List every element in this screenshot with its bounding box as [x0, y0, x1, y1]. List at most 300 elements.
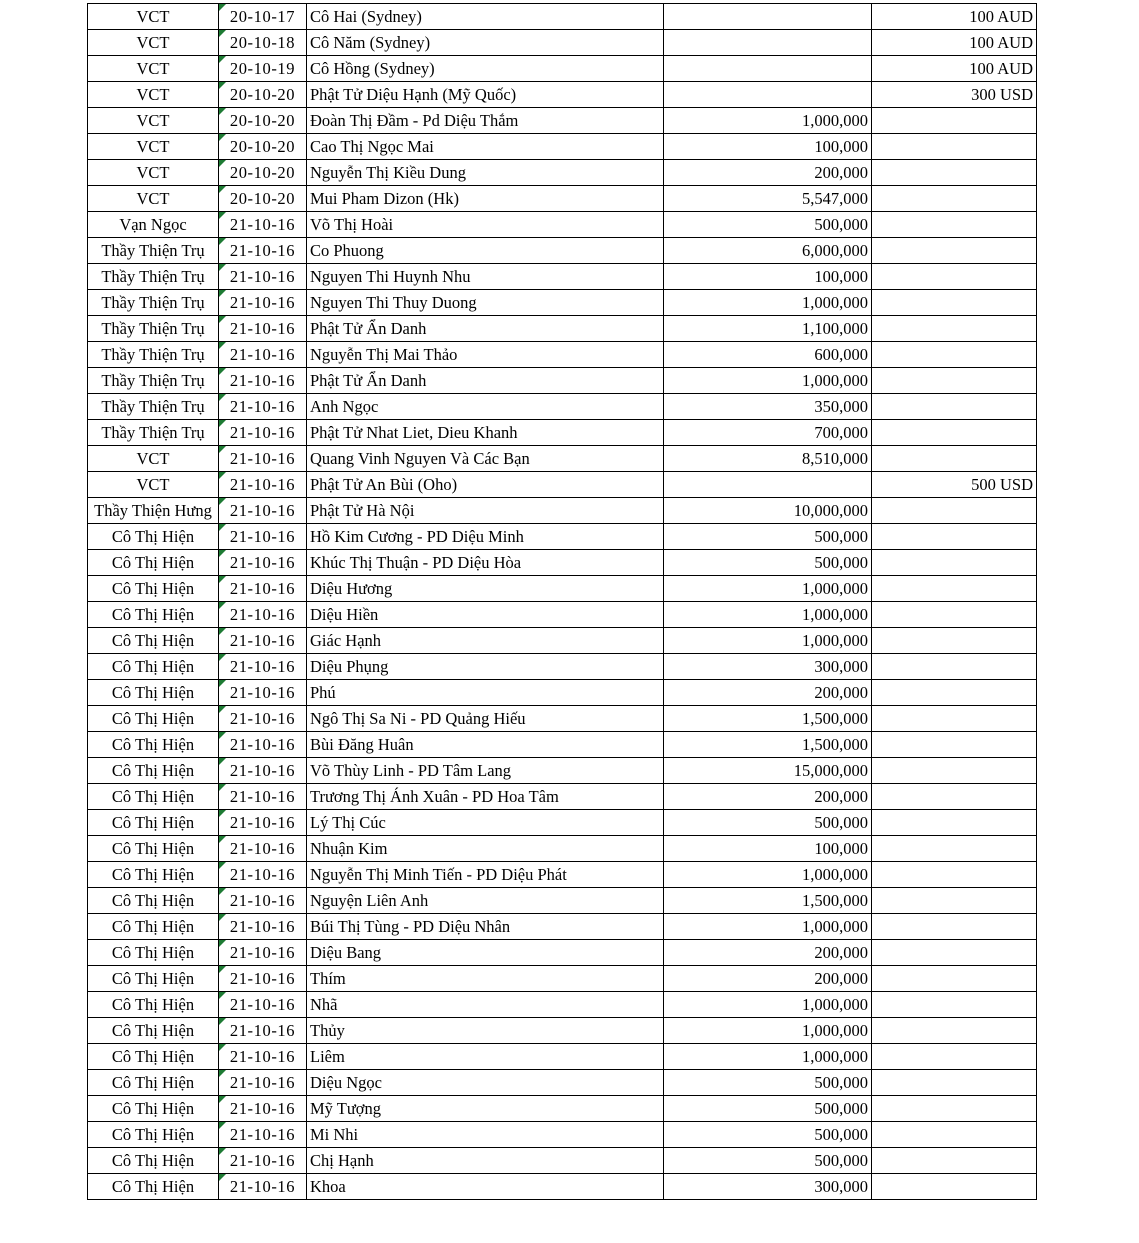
cell-amount-vnd[interactable]: 10,000,000 — [664, 498, 872, 524]
error-indicator-icon — [219, 914, 226, 921]
cell-collector[interactable]: Thầy Thiện Trụ — [88, 368, 219, 394]
cell-amount-foreign[interactable] — [872, 862, 1037, 888]
table-row — [88, 940, 1037, 966]
error-indicator-icon — [219, 1096, 226, 1103]
table-row — [88, 1096, 1037, 1122]
cell-collector[interactable]: Thầy Thiện Trụ — [88, 342, 219, 368]
cell-collector[interactable]: Thầy Thiện Hưng — [88, 498, 219, 524]
date-text: 21-10-16 — [229, 682, 296, 702]
cell-amount-vnd[interactable]: 200,000 — [664, 784, 872, 810]
cell-donor[interactable]: Diệu Phụng — [307, 654, 664, 680]
cell-amount-foreign[interactable] — [872, 212, 1037, 238]
cell-collector[interactable]: Cô Thị Hiện — [88, 680, 219, 706]
cell-date[interactable] — [219, 992, 307, 1018]
cell-amount-foreign[interactable] — [872, 940, 1037, 966]
cell-date[interactable] — [219, 888, 307, 914]
cell-date[interactable] — [219, 1148, 307, 1174]
cell-donor[interactable]: Anh Ngọc — [307, 394, 664, 420]
table-row — [88, 628, 1037, 654]
cell-amount-vnd[interactable]: 100,000 — [664, 836, 872, 862]
cell-amount-vnd[interactable] — [664, 82, 872, 108]
date-text: 21-10-16 — [229, 656, 296, 676]
cell-donor[interactable]: Thủy — [307, 1018, 664, 1044]
cell-collector[interactable]: Cô Thị Hiện — [88, 940, 219, 966]
cell-amount-vnd[interactable] — [664, 30, 872, 56]
cell-collector[interactable]: VCT — [88, 108, 219, 134]
cell-donor[interactable]: Diệu Hiền — [307, 602, 664, 628]
cell-amount-foreign[interactable] — [872, 134, 1037, 160]
cell-donor[interactable]: Võ Thị Hoài — [307, 212, 664, 238]
cell-amount-foreign[interactable] — [872, 576, 1037, 602]
cell-amount-foreign[interactable] — [872, 784, 1037, 810]
error-indicator-icon — [219, 1044, 226, 1051]
cell-amount-vnd[interactable]: 100,000 — [664, 264, 872, 290]
cell-donor[interactable]: Phật Tử An Bùi (Oho) — [307, 472, 664, 498]
cell-amount-vnd[interactable]: 6,000,000 — [664, 238, 872, 264]
date-text: 21-10-16 — [229, 1072, 296, 1092]
cell-donor[interactable]: Nguyện Liên Anh — [307, 888, 664, 914]
cell-date[interactable] — [219, 1174, 307, 1200]
cell-amount-foreign[interactable]: 300 USD — [872, 82, 1037, 108]
cell-amount-vnd[interactable]: 1,000,000 — [664, 576, 872, 602]
cell-date[interactable] — [219, 264, 307, 290]
date-text: 20-10-20 — [229, 84, 296, 104]
cell-date[interactable] — [219, 758, 307, 784]
error-indicator-icon — [219, 238, 226, 245]
cell-collector[interactable]: Cô Thị Hiện — [88, 758, 219, 784]
table-row — [88, 290, 1037, 316]
error-indicator-icon — [219, 30, 226, 37]
cell-donor[interactable]: Ngô Thị Sa Ni - PD Quảng Hiếu — [307, 706, 664, 732]
cell-amount-foreign[interactable] — [872, 758, 1037, 784]
cell-date[interactable] — [219, 4, 307, 30]
cell-date[interactable] — [219, 602, 307, 628]
error-indicator-icon — [219, 160, 226, 167]
error-indicator-icon — [219, 290, 226, 297]
date-text: 20-10-20 — [229, 110, 296, 130]
error-indicator-icon — [219, 212, 226, 219]
cell-amount-vnd[interactable]: 1,000,000 — [664, 290, 872, 316]
cell-amount-vnd[interactable]: 500,000 — [664, 1148, 872, 1174]
cell-amount-vnd[interactable]: 1,000,000 — [664, 108, 872, 134]
cell-amount-foreign[interactable] — [872, 1122, 1037, 1148]
table-row — [88, 550, 1037, 576]
table-row — [88, 888, 1037, 914]
cell-amount-vnd[interactable]: 5,547,000 — [664, 186, 872, 212]
cell-collector[interactable]: Cô Thị Hiện — [88, 524, 219, 550]
cell-amount-vnd[interactable]: 1,000,000 — [664, 602, 872, 628]
cell-date[interactable] — [219, 706, 307, 732]
cell-amount-vnd[interactable]: 500,000 — [664, 550, 872, 576]
cell-collector[interactable]: Cô Thị Hiện — [88, 628, 219, 654]
date-text: 21-10-16 — [229, 318, 296, 338]
cell-donor[interactable]: Mỹ Tượng — [307, 1096, 664, 1122]
cell-collector[interactable]: Thầy Thiện Trụ — [88, 420, 219, 446]
cell-amount-vnd[interactable]: 1,100,000 — [664, 316, 872, 342]
cell-amount-foreign[interactable] — [872, 1148, 1037, 1174]
cell-collector[interactable]: Cô Thị Hiện — [88, 1070, 219, 1096]
cell-date[interactable] — [219, 524, 307, 550]
table-row — [88, 186, 1037, 212]
cell-date[interactable] — [219, 628, 307, 654]
cell-collector[interactable]: Cô Thị Hiện — [88, 576, 219, 602]
table-row — [88, 264, 1037, 290]
cell-date[interactable] — [219, 914, 307, 940]
cell-donor[interactable]: Mui Pham Dizon (Hk) — [307, 186, 664, 212]
cell-amount-vnd[interactable]: 1,500,000 — [664, 732, 872, 758]
cell-amount-vnd[interactable] — [664, 56, 872, 82]
cell-amount-vnd[interactable]: 200,000 — [664, 940, 872, 966]
cell-donor[interactable]: Diệu Bang — [307, 940, 664, 966]
cell-date[interactable] — [219, 550, 307, 576]
cell-amount-foreign[interactable] — [872, 888, 1037, 914]
error-indicator-icon — [219, 1070, 226, 1077]
cell-donor[interactable]: Bùi Đăng Huân — [307, 732, 664, 758]
cell-amount-foreign[interactable] — [872, 628, 1037, 654]
error-indicator-icon — [219, 1018, 226, 1025]
error-indicator-icon — [219, 472, 226, 479]
cell-donor[interactable]: Khoa — [307, 1174, 664, 1200]
table-row — [88, 1018, 1037, 1044]
cell-amount-foreign[interactable] — [872, 186, 1037, 212]
table-row — [88, 1070, 1037, 1096]
cell-donor[interactable]: Nhã — [307, 992, 664, 1018]
cell-amount-foreign[interactable] — [872, 394, 1037, 420]
table-row — [88, 914, 1037, 940]
cell-collector[interactable]: Vạn Ngọc — [88, 212, 219, 238]
cell-amount-foreign[interactable] — [872, 264, 1037, 290]
cell-collector[interactable]: Cô Thị Hiện — [88, 784, 219, 810]
cell-amount-vnd[interactable]: 350,000 — [664, 394, 872, 420]
cell-donor[interactable]: Phật Tử Ẩn Danh — [307, 368, 664, 394]
cell-collector[interactable]: VCT — [88, 82, 219, 108]
cell-donor[interactable]: Lý Thị Cúc — [307, 810, 664, 836]
cell-collector[interactable]: Thầy Thiện Trụ — [88, 316, 219, 342]
error-indicator-icon — [219, 4, 226, 11]
cell-date[interactable] — [219, 82, 307, 108]
cell-amount-vnd[interactable]: 300,000 — [664, 1174, 872, 1200]
cell-amount-foreign[interactable] — [872, 290, 1037, 316]
date-text: 20-10-20 — [229, 136, 296, 156]
cell-date[interactable] — [219, 290, 307, 316]
cell-donor[interactable]: Nhuận Kim — [307, 836, 664, 862]
cell-collector[interactable]: Thầy Thiện Trụ — [88, 264, 219, 290]
cell-donor[interactable]: Nguyen Thi Thuy Duong — [307, 290, 664, 316]
cell-date[interactable] — [219, 680, 307, 706]
cell-donor[interactable]: Cô Hồng (Sydney) — [307, 56, 664, 82]
cell-amount-vnd[interactable]: 8,510,000 — [664, 446, 872, 472]
date-text: 21-10-16 — [229, 448, 296, 468]
error-indicator-icon — [219, 82, 226, 89]
cell-date[interactable] — [219, 212, 307, 238]
cell-date[interactable] — [219, 238, 307, 264]
cell-donor[interactable]: Phú — [307, 680, 664, 706]
cell-collector[interactable]: VCT — [88, 4, 219, 30]
cell-amount-vnd[interactable]: 1,000,000 — [664, 992, 872, 1018]
cell-amount-vnd[interactable]: 1,000,000 — [664, 1044, 872, 1070]
cell-collector[interactable]: VCT — [88, 134, 219, 160]
cell-amount-vnd[interactable]: 300,000 — [664, 654, 872, 680]
cell-collector[interactable]: VCT — [88, 472, 219, 498]
cell-donor[interactable]: Diệu Ngọc — [307, 1070, 664, 1096]
cell-amount-vnd[interactable]: 500,000 — [664, 1096, 872, 1122]
date-text: 20-10-20 — [229, 188, 296, 208]
cell-collector[interactable]: VCT — [88, 56, 219, 82]
cell-collector[interactable]: VCT — [88, 160, 219, 186]
date-text: 21-10-16 — [229, 526, 296, 546]
cell-donor[interactable]: Chị Hạnh — [307, 1148, 664, 1174]
cell-amount-foreign[interactable] — [872, 654, 1037, 680]
cell-amount-foreign[interactable] — [872, 680, 1037, 706]
cell-collector[interactable]: Cô Thị Hiện — [88, 836, 219, 862]
date-text: 21-10-16 — [229, 266, 296, 286]
error-indicator-icon — [219, 342, 226, 349]
cell-collector[interactable]: Cô Thị Hiện — [88, 1096, 219, 1122]
cell-date[interactable] — [219, 810, 307, 836]
cell-date[interactable] — [219, 342, 307, 368]
cell-amount-foreign[interactable] — [872, 238, 1037, 264]
cell-amount-foreign[interactable] — [872, 914, 1037, 940]
cell-date[interactable] — [219, 1122, 307, 1148]
cell-amount-vnd[interactable] — [664, 472, 872, 498]
date-text: 21-10-16 — [229, 1020, 296, 1040]
table-row — [88, 498, 1037, 524]
cell-amount-vnd[interactable]: 1,000,000 — [664, 914, 872, 940]
cell-donor[interactable]: Phật Tử Hà Nội — [307, 498, 664, 524]
cell-amount-vnd[interactable]: 1,000,000 — [664, 862, 872, 888]
cell-amount-foreign[interactable]: 500 USD — [872, 472, 1037, 498]
table-row — [88, 1174, 1037, 1200]
cell-date[interactable] — [219, 394, 307, 420]
cell-date[interactable] — [219, 472, 307, 498]
cell-collector[interactable]: Cô Thị Hiện — [88, 654, 219, 680]
cell-donor[interactable]: Nguyễn Thị Kiều Dung — [307, 160, 664, 186]
cell-donor[interactable]: Phật Tử Nhat Liet, Dieu Khanh — [307, 420, 664, 446]
cell-date[interactable] — [219, 56, 307, 82]
cell-donor[interactable]: Phật Tử Ẩn Danh — [307, 316, 664, 342]
cell-amount-vnd[interactable]: 1,000,000 — [664, 628, 872, 654]
cell-donor[interactable]: Hồ Kim Cương - PD Diệu Minh — [307, 524, 664, 550]
date-text: 20-10-20 — [229, 162, 296, 182]
cell-amount-foreign[interactable] — [872, 368, 1037, 394]
cell-donor[interactable]: Quang Vinh Nguyen Và Các Bạn — [307, 446, 664, 472]
cell-collector[interactable]: Cô Thị Hiện — [88, 888, 219, 914]
cell-donor[interactable]: Co Phuong — [307, 238, 664, 264]
cell-donor[interactable]: Diệu Hương — [307, 576, 664, 602]
cell-amount-foreign[interactable] — [872, 550, 1037, 576]
table-row — [88, 810, 1037, 836]
date-text: 21-10-16 — [229, 708, 296, 728]
cell-date[interactable] — [219, 446, 307, 472]
cell-donor[interactable]: Nguyen Thi Huynh Nhu — [307, 264, 664, 290]
date-text: 21-10-16 — [229, 604, 296, 624]
cell-date[interactable] — [219, 1044, 307, 1070]
cell-amount-foreign[interactable]: 100 AUD — [872, 4, 1037, 30]
cell-date[interactable] — [219, 862, 307, 888]
cell-donor[interactable]: Cô Năm (Sydney) — [307, 30, 664, 56]
cell-date[interactable] — [219, 836, 307, 862]
cell-amount-foreign[interactable] — [872, 602, 1037, 628]
table-row — [88, 732, 1037, 758]
cell-collector[interactable]: Thầy Thiện Trụ — [88, 394, 219, 420]
cell-date[interactable] — [219, 316, 307, 342]
cell-collector[interactable]: VCT — [88, 446, 219, 472]
table-row — [88, 680, 1037, 706]
cell-amount-vnd[interactable]: 500,000 — [664, 1122, 872, 1148]
error-indicator-icon — [219, 524, 226, 531]
cell-date[interactable] — [219, 368, 307, 394]
cell-donor[interactable]: Nguyễn Thị Mai Thảo — [307, 342, 664, 368]
cell-date[interactable] — [219, 654, 307, 680]
cell-collector[interactable]: Thầy Thiện Trụ — [88, 238, 219, 264]
date-text: 21-10-16 — [229, 812, 296, 832]
cell-amount-vnd[interactable]: 1,500,000 — [664, 706, 872, 732]
cell-donor[interactable]: Mi Nhi — [307, 1122, 664, 1148]
error-indicator-icon — [219, 1148, 226, 1155]
cell-date[interactable] — [219, 784, 307, 810]
cell-collector[interactable]: Cô Thị Hiện — [88, 966, 219, 992]
error-indicator-icon — [219, 134, 226, 141]
cell-date[interactable] — [219, 186, 307, 212]
error-indicator-icon — [219, 758, 226, 765]
cell-collector[interactable]: Cô Thị Hiện — [88, 732, 219, 758]
cell-amount-foreign[interactable] — [872, 498, 1037, 524]
cell-donor[interactable]: Khúc Thị Thuận - PD Diệu Hòa — [307, 550, 664, 576]
cell-donor[interactable]: Giác Hạnh — [307, 628, 664, 654]
cell-amount-vnd[interactable]: 15,000,000 — [664, 758, 872, 784]
cell-amount-vnd[interactable]: 600,000 — [664, 342, 872, 368]
table-row — [88, 576, 1037, 602]
cell-date[interactable] — [219, 732, 307, 758]
cell-amount-vnd[interactable]: 700,000 — [664, 420, 872, 446]
cell-amount-foreign[interactable] — [872, 1018, 1037, 1044]
cell-donor[interactable]: Đoàn Thị Đầm - Pd Diệu Thắm — [307, 108, 664, 134]
date-text: 21-10-16 — [229, 1176, 296, 1196]
table-row — [88, 342, 1037, 368]
cell-date[interactable] — [219, 134, 307, 160]
date-text: 21-10-16 — [229, 734, 296, 754]
date-text: 21-10-16 — [229, 396, 296, 416]
cell-date[interactable] — [219, 1018, 307, 1044]
date-text: 21-10-16 — [229, 344, 296, 364]
cell-collector[interactable]: Cô Thị Hiện — [88, 1122, 219, 1148]
cell-amount-foreign[interactable] — [872, 420, 1037, 446]
error-indicator-icon — [219, 732, 226, 739]
cell-collector[interactable]: Cô Thị Hiện — [88, 862, 219, 888]
cell-donor[interactable]: Liêm — [307, 1044, 664, 1070]
cell-date[interactable] — [219, 108, 307, 134]
cell-amount-vnd[interactable]: 200,000 — [664, 160, 872, 186]
error-indicator-icon — [219, 810, 226, 817]
cell-amount-foreign[interactable] — [872, 446, 1037, 472]
date-text: 21-10-16 — [229, 552, 296, 572]
error-indicator-icon — [219, 836, 226, 843]
cell-collector[interactable]: Thầy Thiện Trụ — [88, 290, 219, 316]
error-indicator-icon — [219, 784, 226, 791]
cell-collector[interactable]: Cô Thị Hiện — [88, 1148, 219, 1174]
cell-amount-vnd[interactable]: 500,000 — [664, 212, 872, 238]
cell-amount-vnd[interactable]: 100,000 — [664, 134, 872, 160]
cell-amount-foreign[interactable] — [872, 1070, 1037, 1096]
cell-date[interactable] — [219, 160, 307, 186]
cell-amount-foreign[interactable] — [872, 992, 1037, 1018]
cell-collector[interactable]: Cô Thị Hiện — [88, 1044, 219, 1070]
cell-amount-foreign[interactable]: 100 AUD — [872, 56, 1037, 82]
table-row — [88, 654, 1037, 680]
cell-collector[interactable]: Cô Thị Hiện — [88, 1018, 219, 1044]
cell-date[interactable] — [219, 1096, 307, 1122]
cell-amount-vnd[interactable]: 200,000 — [664, 966, 872, 992]
cell-collector[interactable]: Cô Thị Hiện — [88, 810, 219, 836]
cell-date[interactable] — [219, 576, 307, 602]
cell-amount-vnd[interactable]: 200,000 — [664, 680, 872, 706]
table-row — [88, 602, 1037, 628]
cell-collector[interactable]: Cô Thị Hiện — [88, 706, 219, 732]
cell-amount-vnd[interactable]: 1,500,000 — [664, 888, 872, 914]
cell-amount-foreign[interactable] — [872, 316, 1037, 342]
cell-amount-foreign[interactable] — [872, 1044, 1037, 1070]
cell-collector[interactable]: VCT — [88, 30, 219, 56]
cell-amount-foreign[interactable] — [872, 342, 1037, 368]
cell-amount-foreign[interactable] — [872, 1096, 1037, 1122]
cell-amount-foreign[interactable] — [872, 966, 1037, 992]
cell-date[interactable] — [219, 498, 307, 524]
cell-date[interactable] — [219, 420, 307, 446]
cell-donor[interactable]: Búi Thị Tùng - PD Diệu Nhân — [307, 914, 664, 940]
cell-donor[interactable]: Phật Tử Diệu Hạnh (Mỹ Quốc) — [307, 82, 664, 108]
cell-amount-foreign[interactable]: 100 AUD — [872, 30, 1037, 56]
date-text: 21-10-16 — [229, 838, 296, 858]
cell-amount-foreign[interactable] — [872, 1174, 1037, 1200]
cell-collector[interactable]: Cô Thị Hiện — [88, 914, 219, 940]
error-indicator-icon — [219, 1174, 226, 1181]
cell-amount-vnd[interactable]: 500,000 — [664, 810, 872, 836]
cell-date[interactable] — [219, 1070, 307, 1096]
cell-donor[interactable]: Thím — [307, 966, 664, 992]
cell-collector[interactable]: Cô Thị Hiện — [88, 992, 219, 1018]
cell-amount-foreign[interactable] — [872, 160, 1037, 186]
cell-amount-foreign[interactable] — [872, 706, 1037, 732]
cell-amount-vnd[interactable]: 500,000 — [664, 524, 872, 550]
cell-donor[interactable]: Cô Hai (Sydney) — [307, 4, 664, 30]
cell-amount-foreign[interactable] — [872, 836, 1037, 862]
cell-collector[interactable]: Cô Thị Hiện — [88, 1174, 219, 1200]
cell-date[interactable] — [219, 940, 307, 966]
cell-amount-foreign[interactable] — [872, 108, 1037, 134]
cell-amount-foreign[interactable] — [872, 524, 1037, 550]
cell-amount-vnd[interactable] — [664, 4, 872, 30]
cell-amount-foreign[interactable] — [872, 810, 1037, 836]
cell-collector[interactable]: Cô Thị Hiện — [88, 550, 219, 576]
cell-donor[interactable]: Cao Thị Ngọc Mai — [307, 134, 664, 160]
cell-collector[interactable]: VCT — [88, 186, 219, 212]
cell-collector[interactable]: Cô Thị Hiện — [88, 602, 219, 628]
error-indicator-icon — [219, 576, 226, 583]
error-indicator-icon — [219, 264, 226, 271]
table-row — [88, 966, 1037, 992]
cell-donor[interactable]: Võ Thùy Linh - PD Tâm Lang — [307, 758, 664, 784]
donations-table — [87, 3, 1037, 1200]
cell-amount-vnd[interactable]: 1,000,000 — [664, 368, 872, 394]
cell-date[interactable] — [219, 30, 307, 56]
cell-donor[interactable]: Nguyễn Thị Minh Tiến - PD Diệu Phát — [307, 862, 664, 888]
cell-amount-vnd[interactable]: 1,000,000 — [664, 1018, 872, 1044]
cell-amount-foreign[interactable] — [872, 732, 1037, 758]
cell-donor[interactable]: Trương Thị Ánh Xuân - PD Hoa Tâm — [307, 784, 664, 810]
cell-date[interactable] — [219, 966, 307, 992]
table-row — [88, 30, 1037, 56]
cell-amount-vnd[interactable]: 500,000 — [664, 1070, 872, 1096]
